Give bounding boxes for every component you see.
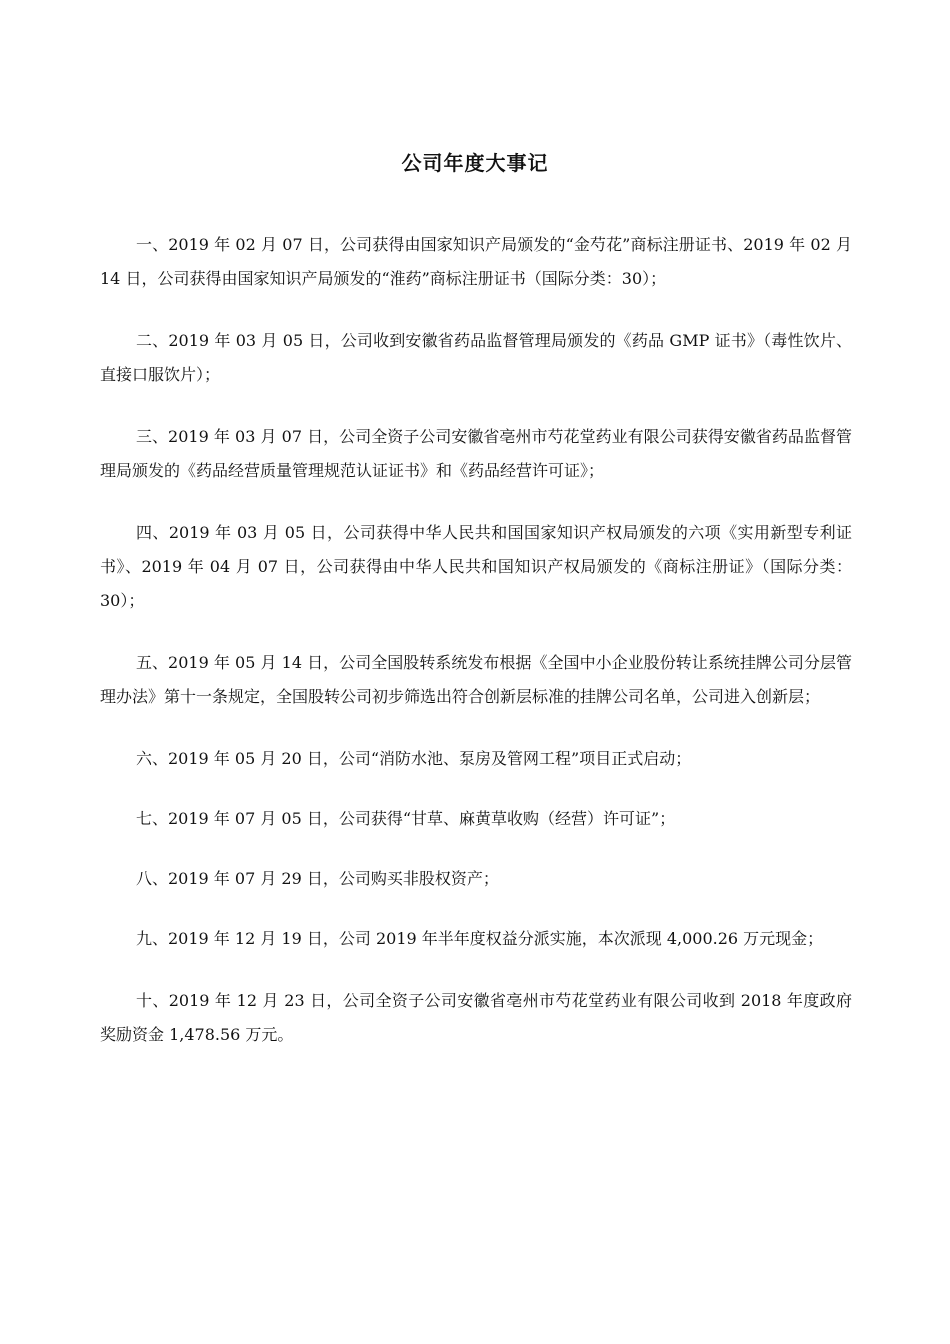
event-list — [100, 228, 852, 1080]
event-item-1: 一、2019 年 02 月 07 日，公司获得由国家知识产局颁发的“金芍花”商标注册证书、2019 年 02 月 14 日，公司获得由国家知识产局颁发的“淮药”商标注册证书（国际分类：30）； — [100, 235, 852, 288]
event-item-4: 四、2019 年 03 月 05 日，公司获得中华人民共和国国家知识产权局颁发的六项《实用新型专利证书》、2019 年 04 月 07 日，公司获得由中华人民共和国知识产权局颁发的《商标注册证》（国际分类：30）； — [100, 523, 852, 610]
event-item-9: 九、2019 年 12 月 19 日，公司 2019 年半年度权益分派实施，本次派现 4,000.26 万元现金； — [136, 929, 824, 948]
event-item-7: 七、2019 年 07 月 05 日，公司获得“甘草、麻黄草收购（经营）许可证”； — [136, 809, 676, 828]
event-item-2: 二、2019 年 03 月 05 日，公司收到安徽省药品监督管理局颁发的《药品 GMP 证书》（毒性饮片、直接口服饮片）； — [100, 331, 852, 384]
event-item-10: 十、2019 年 12 月 23 日，公司全资子公司安徽省亳州市芍花堂药业有限公司收到 2018 年度政府奖励资金 1,478.56 万元。 — [100, 991, 852, 1044]
event-item-5: 五、2019 年 05 月 14 日，公司全国股转系统发布根据《全国中小企业股份转让系统挂牌公司分层管理办法》第十一条规定，全国股转公司初步筛选出符合创新层标准的挂牌公司名单，公司进入创新层； — [100, 653, 852, 706]
page-title: 公司年度大事记 — [401, 151, 549, 176]
event-item-3: 三、2019 年 03 月 07 日，公司全资子公司安徽省亳州市芍花堂药业有限公司获得安徽省药品监督管理局颁发的《药品经营质量管理规范认证证书》和《药品经营许可证》； — [100, 427, 852, 480]
event-item-8: 八、2019 年 07 月 29 日，公司购买非股权资产； — [136, 869, 499, 888]
event-item-6: 六、2019 年 05 月 20 日，公司“消防水池、泵房及管网工程”项目正式启动； — [136, 749, 692, 768]
